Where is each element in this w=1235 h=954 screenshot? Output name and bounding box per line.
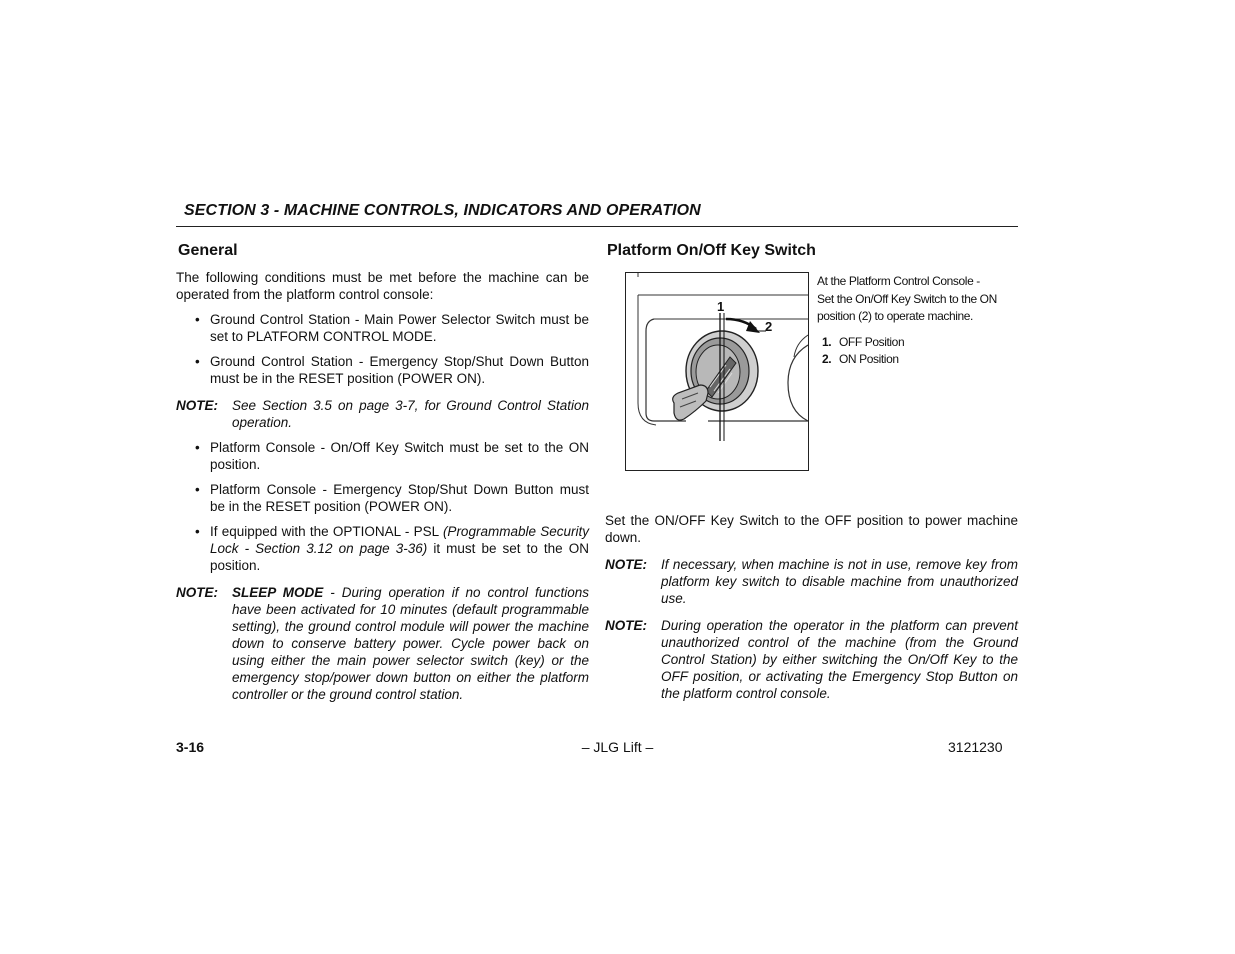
- conditions-list-b: [176, 439, 589, 574]
- legend-label: ON Position: [839, 352, 899, 366]
- list-item: • Ground Control Station - Emergency Stop/Shut Down Button must be in the RESET position (POWER ON).: [176, 353, 589, 387]
- note-ground-control: [176, 397, 589, 431]
- list-item: • Ground Control Station - Main Power Selector Switch must be set to PLATFORM CONTROL MODE.: [176, 311, 589, 345]
- psl-text-post: it must be set to the ON position.: [210, 541, 590, 573]
- document-number: 3121230: [948, 739, 1003, 755]
- note-text: If necessary, when machine is not in use, remove key from platform key switch to disable machine from unauthorized use.: [661, 557, 1018, 606]
- note-text: [232, 584, 589, 703]
- legend-number: 2.: [822, 352, 832, 366]
- psl-text-italic: (Programmable Security Lock - Section 3.12 on page 3-36): [210, 524, 589, 556]
- left-column: [176, 242, 589, 703]
- legend-label: OFF Position: [839, 334, 905, 349]
- note-label: NOTE:: [605, 557, 647, 572]
- header-rule: [176, 226, 1018, 227]
- legend-item: [817, 334, 997, 352]
- note-prevent-control: [605, 617, 1018, 702]
- figure-legend: [817, 334, 997, 369]
- power-down-paragraph: Set the ON/OFF Key Switch to the OFF position to power machine down.: [605, 513, 1018, 545]
- general-heading: General: [178, 242, 238, 259]
- psl-text-pre: If equipped with the OPTIONAL - PSL: [210, 524, 443, 539]
- legend-number: 1.: [822, 334, 832, 349]
- note-label: NOTE:: [176, 585, 218, 600]
- caption-text: At the Platform Control Console - Set the On/Off Key Switch to the ON position (2) to operate machine.: [817, 274, 997, 323]
- sleep-mode-term: SLEEP MODE: [232, 585, 324, 600]
- intro-paragraph: The following conditions must be met before the machine can be operated from the platform control console:: [176, 270, 589, 302]
- callout-2: 2: [765, 319, 773, 334]
- callout-1: 1: [717, 299, 725, 314]
- key-switch-illustration: [625, 272, 809, 471]
- list-item: • Platform Console - On/Off Key Switch must be set to the ON position.: [176, 439, 589, 473]
- note-text: During operation the operator in the platform can prevent unauthorized control of the machine (from the Ground Control Station) by either switching the On/Off Key to the OFF position, or activating the Emergency Stop Button on the platform control console.: [661, 618, 1018, 701]
- key-switch-drawing: [626, 273, 808, 470]
- note-label: NOTE:: [605, 618, 647, 633]
- note-text: See Section 3.5 on page 3-7, for Ground Control Station operation.: [232, 398, 589, 430]
- figure-caption: [817, 273, 997, 369]
- note-sleep-mode: [176, 584, 589, 703]
- note-label: NOTE:: [176, 398, 218, 413]
- right-column: [605, 242, 1018, 702]
- list-item-psl: [176, 523, 589, 574]
- legend-item: [817, 351, 997, 369]
- page-number: 3-16: [176, 739, 205, 755]
- list-item: • Platform Console - Emergency Stop/Shut Down Button must be in the RESET position (POWER ON).: [176, 481, 589, 515]
- footer-publisher: – JLG Lift –: [581, 739, 654, 755]
- key-switch-heading: Platform On/Off Key Switch: [607, 242, 816, 259]
- note-remove-key: [605, 556, 1018, 607]
- key-switch-figure: [605, 272, 1018, 512]
- sleep-mode-description: - During operation if no control functions have been activated for 10 minutes (default programmable setting), the ground control module will power the machine down to conserve battery power. Cycle power back on using either the main power selector switch (key) or the emergency stop/power down button on either the platform controller or the ground control station.: [232, 585, 589, 702]
- section-title: SECTION 3 - MACHINE CONTROLS, INDICATORS AND OPERATION: [184, 202, 701, 219]
- conditions-list-a: [176, 311, 589, 387]
